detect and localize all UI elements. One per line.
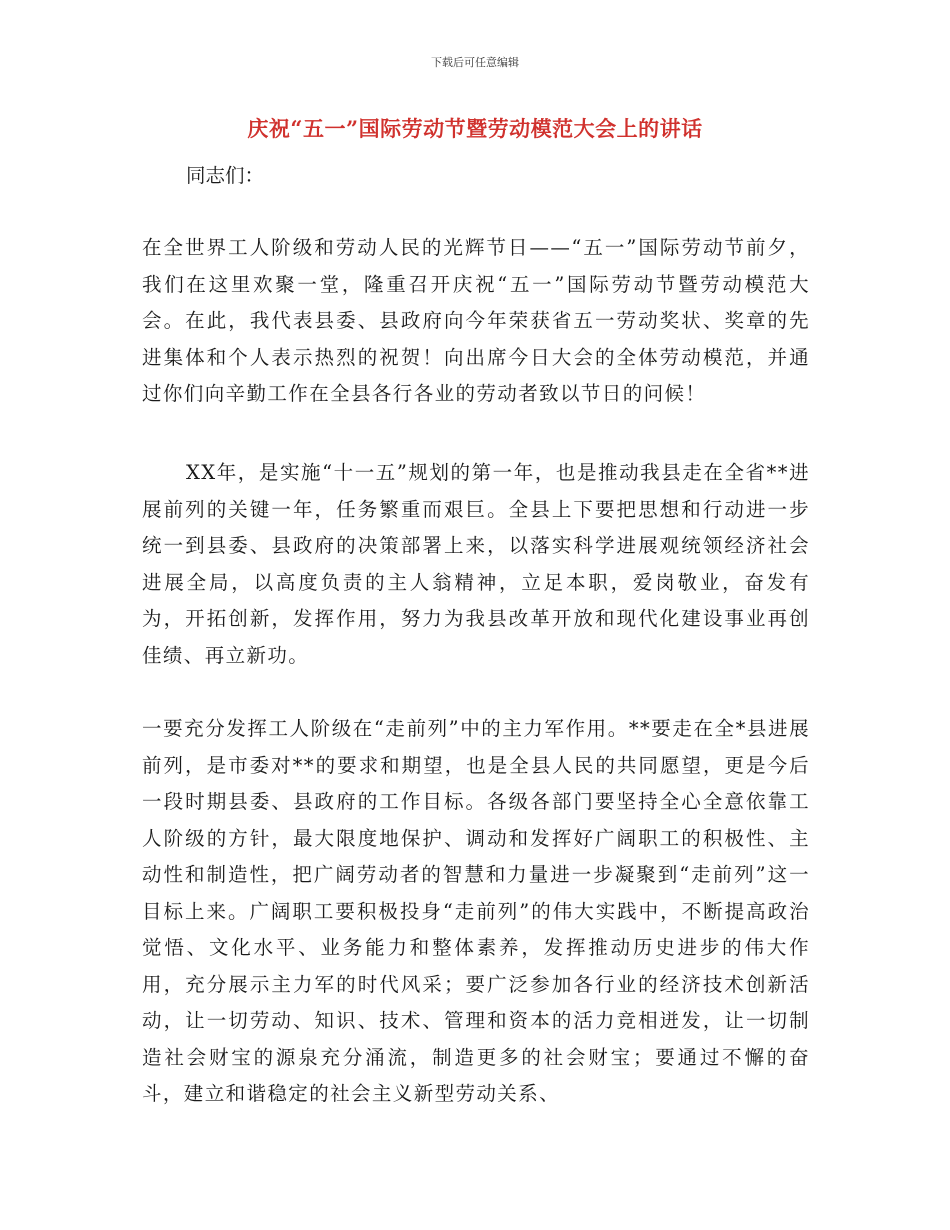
salutation: 同志们： — [186, 164, 265, 187]
body-paragraph-1: 在全世界工人阶级和劳动人民的光辉节日——“五一”国际劳动节前夕，我们在这里欢聚一堂，隆重召开庆祝“五一”国际劳动节暨劳动模范大会。在此，我代表县委、县政府向今年荣获省五一劳动奖状、奖章的先进集体和个人表示热烈的祝贺！向出席今日大会的全体劳动模范，并通过你们向辛勤工作在全县各行各业的劳动者致以节日的问候！ — [142, 236, 810, 405]
document-title: 庆祝“五一”国际劳动节暨劳动模范大会上的讲话 — [247, 116, 703, 141]
body-paragraph-3: 一要充分发挥工人阶级在“走前列”中的主力军作用。**要走在全*县进展前列，是市委对**的要求和期望，也是全县人民的共同愿望，更是今后一段时期县委、县政府的工作目标。各级各部门要坚持全心全意依靠工人阶级的方针，最大限度地保护、调动和发挥好广阔职工的积极性、主动性和制造性，把广阔劳动者的智慧和力量进一步凝聚到“走前列”这一目标上来。广阔职工要积极投身“走前列”的伟大实践中，不断提高政治觉悟、文化水平、业务能力和整体素养，发挥推动历史进步的伟大作用，充分展示主力军的时代风采；要广泛参加各行业的经济技术创新活动，让一切劳动、知识、技术、管理和资本的活力竞相迸发，让一切制造社会财宝的源泉充分涌流，制造更多的社会财宝；要通过不懈的奋斗，建立和谐稳定的社会主义新型劳动关系、 — [142, 717, 810, 1105]
body-paragraph-2: XX年，是实施“十一五”规划的第一年，也是推动我县走在全省**进展前列的关键一年，任务繁重而艰巨。全县上下要把思想和行动进一步统一到县委、县政府的决策部署上来，以落实科学进展观统领经济社会进展全局，以高度负责的主人翁精神，立足本职，爱岗敬业，奋发有为，开拓创新，发挥作用，努力为我县改革开放和现代化建设事业再创佳绩、再立新功。 — [142, 461, 810, 667]
header-note: 下载后可任意编辑 — [431, 56, 519, 69]
